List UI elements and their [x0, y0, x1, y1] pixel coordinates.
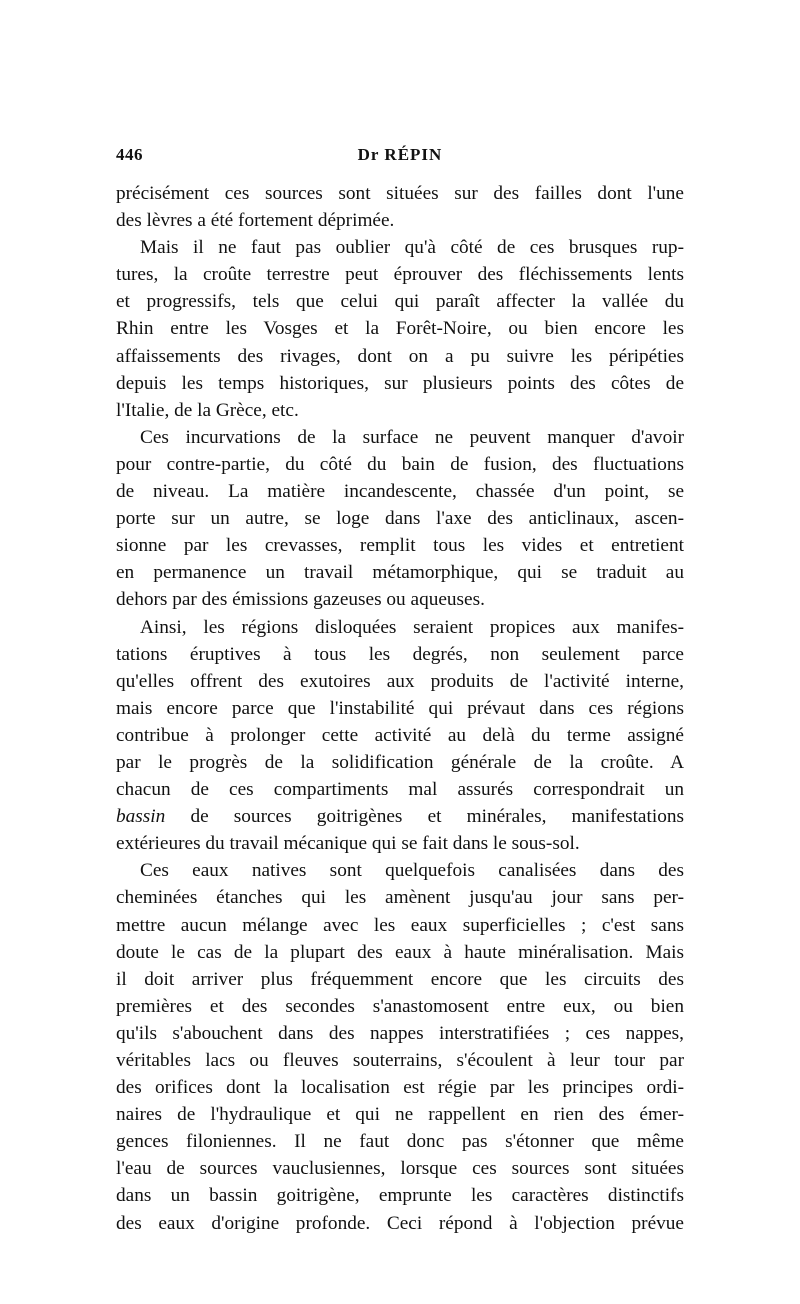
text-line: il doit arriver plus fréquemment encore que les circuits des [116, 968, 684, 990]
text-line: de niveau. La matière incandescente, chassée d'un point, se [116, 481, 684, 503]
text-line: depuis les temps historiques, sur plusieurs points des côtes de [116, 372, 684, 394]
paragraph-first-line: Ainsi, les régions disloquées seraient propices aux manifes- [140, 616, 684, 638]
text-line: des orifices dont la localisation est régie par les principes ordi- [116, 1077, 684, 1099]
text-line: véritables lacs ou fleuves souterrains, s'écoulent à leur tour par [116, 1050, 684, 1071]
text-line: premières et des secondes s'anastomosent entre eux, ou bien [116, 995, 684, 1017]
text-line: par le progrès de la solidification générale de la croûte. A [116, 751, 684, 773]
line-remainder: de sources goitrigènes et minérales, manifestations [165, 806, 684, 828]
text-line: mais encore parce que l'instabilité qui prévaut dans ces régions [116, 697, 684, 719]
text-line: qu'ils s'abouchent dans des nappes interstratifiées ; ces nappes, [116, 1022, 684, 1044]
text-line: doute le cas de la plupart des eaux à haute minéralisation. Mais [116, 941, 684, 963]
text-line: naires de l'hydraulique et qui ne rappellent en rien des émer- [116, 1104, 684, 1126]
running-title: Dr RÉPIN [357, 145, 443, 164]
text-line: des eaux d'origine profonde. Ceci répond à l'objection prévue [116, 1212, 684, 1234]
text-line: affaissements des rivages, dont on a pu suivre les péripéties [116, 345, 684, 367]
text-line: mettre aucun mélange avec les eaux superficielles ; c'est sans [116, 914, 684, 936]
text-line: tures, la croûte terrestre peut éprouver des fléchissements lents [116, 264, 684, 286]
text-line: l'Italie, de la Grèce, etc. [116, 399, 299, 421]
page-number: 446 [116, 145, 143, 164]
text-line: porte sur un autre, se loge dans l'axe des anticlinaux, ascen- [116, 508, 684, 530]
text-line: des lèvres a été fortement déprimée. [116, 210, 395, 232]
text-line: en permanence un travail métamorphique, qui se traduit au [116, 562, 684, 584]
text-line: gences filoniennes. Il ne faut donc pas s'étonner que même [116, 1131, 684, 1153]
text-line: et progressifs, tels que celui qui paraît affecter la vallée du [116, 291, 684, 313]
paragraph-first-line: Ces eaux natives sont quelquefois canalisées dans des [140, 860, 684, 882]
text-line: qu'elles offrent des exutoires aux produits de l'activité interne, [116, 670, 684, 692]
text-line: précisément ces sources sont situées sur des failles dont l'une [116, 183, 684, 204]
text-line: dans un bassin goitrigène, emprunte les caractères distinctifs [116, 1185, 684, 1207]
text-line: cheminées étanches qui les amènent jusqu'au jour sans per- [116, 887, 684, 909]
text-line: contribue à prolonger cette activité au delà du terme assigné [116, 724, 684, 746]
body-text [116, 180, 684, 1237]
text-line: tations éruptives à tous les degrés, non seulement parce [116, 643, 684, 665]
text-line: chacun de ces compartiments mal assurés correspondrait un [116, 779, 684, 801]
italic-word: bassin [116, 806, 166, 828]
text-line: extérieures du travail mécanique qui se fait dans le sous-sol. [116, 833, 580, 855]
paragraph-first-line: Ces incurvations de la surface ne peuvent manquer d'avoir [140, 426, 684, 448]
paragraph-first-line: Mais il ne faut pas oublier qu'à côté de ces brusques rup- [140, 237, 684, 259]
running-head [116, 145, 684, 171]
text-line: pour contre-partie, du côté du bain de fusion, des fluctuations [116, 453, 684, 475]
text-line-with-italic [116, 803, 684, 830]
text-line: l'eau de sources vauclusiennes, lorsque ces sources sont situées [116, 1158, 684, 1180]
text-line: Rhin entre les Vosges et la Forêt-Noire, ou bien encore les [116, 318, 684, 340]
text-line: dehors par des émissions gazeuses ou aqueuses. [116, 589, 485, 611]
text-line: sionne par les crevasses, remplit tous les vides et entretient [116, 535, 684, 557]
